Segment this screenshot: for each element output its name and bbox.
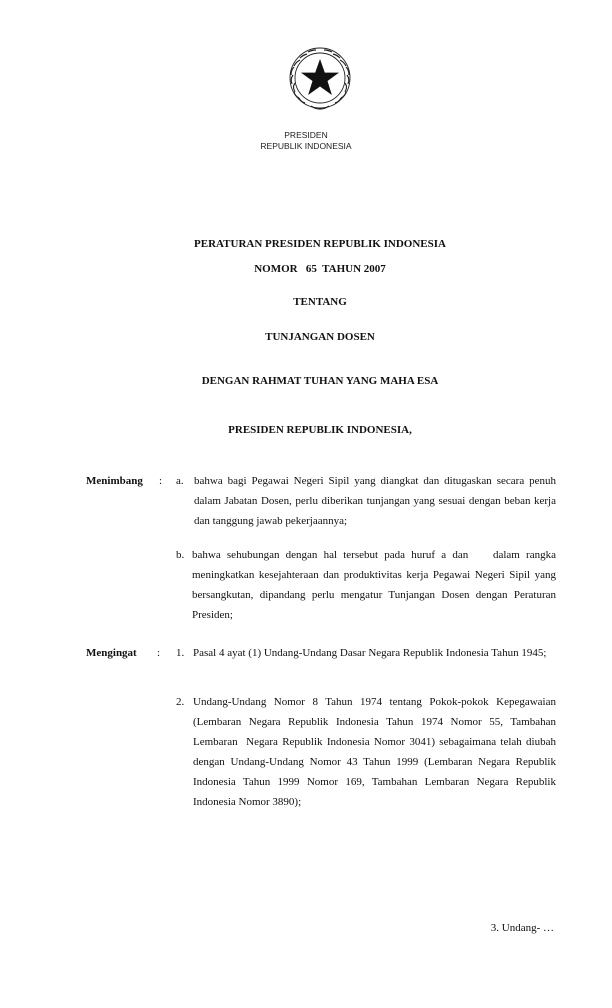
presiden-heading: PRESIDEN REPUBLIK INDONESIA, bbox=[228, 424, 412, 436]
regulation-number: NOMOR 65 TAHUN 2007 bbox=[254, 263, 386, 275]
garuda-star-wreath-emblem-icon bbox=[281, 40, 359, 116]
header-caption-republik: REPUBLIK INDONESIA bbox=[260, 141, 352, 151]
menimbang-item-b-marker: b. bbox=[176, 549, 185, 561]
mengingat-item-1-marker: 1. bbox=[176, 647, 185, 659]
rahmat-heading: DENGAN RAHMAT TUHAN YANG MAHA ESA bbox=[201, 375, 439, 387]
mengingat-label: Mengingat bbox=[86, 647, 137, 659]
menimbang-item-a-text: bahwa bagi Pegawai Negeri Sipil yang diangkat dan ditugaskan secara penuh dalam Jabatan Dosen, perlu diberikan tunjangan yang sesuai dengan beban kerja dan tanggung jawab pekerjaannya; bbox=[194, 475, 556, 527]
next-page-reference: 3. Undang- … bbox=[490, 922, 554, 934]
menimbang-item-b-text: bahwa sehubungan dengan hal tersebut pada huruf a dan dalam rangka meningkatkan kesejahteraan dan produktivitas kerja Pegawai Negeri Sipil yang bersangkutan, dipandang perlu mengatur Tunjangan Dosen dengan Peraturan Presiden; bbox=[192, 549, 559, 621]
menimbang-item-a-marker: a. bbox=[176, 475, 184, 487]
regulation-title: PERATURAN PRESIDEN REPUBLIK INDONESIA bbox=[194, 238, 446, 250]
header-caption-presiden: PRESIDEN bbox=[284, 130, 328, 140]
mengingat-item-2-text: Undang-Undang Nomor 8 Tahun 1974 tentang Pokok-pokok Kepegawaian (Lembaran Negara Republik Indonesia Tahun 1974 Nomor 55, Tambahan Lembaran Negara Republik Indonesia Nomor 3041) sebagaimana telah diubah dengan Undang-Undang Nomor 43 Tahun 1999 (Lembaran Negara Republik Indonesia Tahun 1999 Nomor 169, Tambahan Lembaran Negara Republik Indonesia Nomor 3890); bbox=[193, 696, 559, 808]
tentang-heading: TENTANG bbox=[293, 296, 347, 308]
mengingat-colon: : bbox=[157, 647, 161, 659]
menimbang-colon: : bbox=[159, 475, 163, 487]
mengingat-item-2-marker: 2. bbox=[176, 696, 185, 708]
menimbang-label: Menimbang bbox=[86, 475, 143, 487]
regulation-subject: TUNJANGAN DOSEN bbox=[265, 331, 375, 343]
mengingat-item-1-text: Pasal 4 ayat (1) Undang-Undang Dasar Negara Republik Indonesia Tahun 1945; bbox=[193, 647, 547, 659]
